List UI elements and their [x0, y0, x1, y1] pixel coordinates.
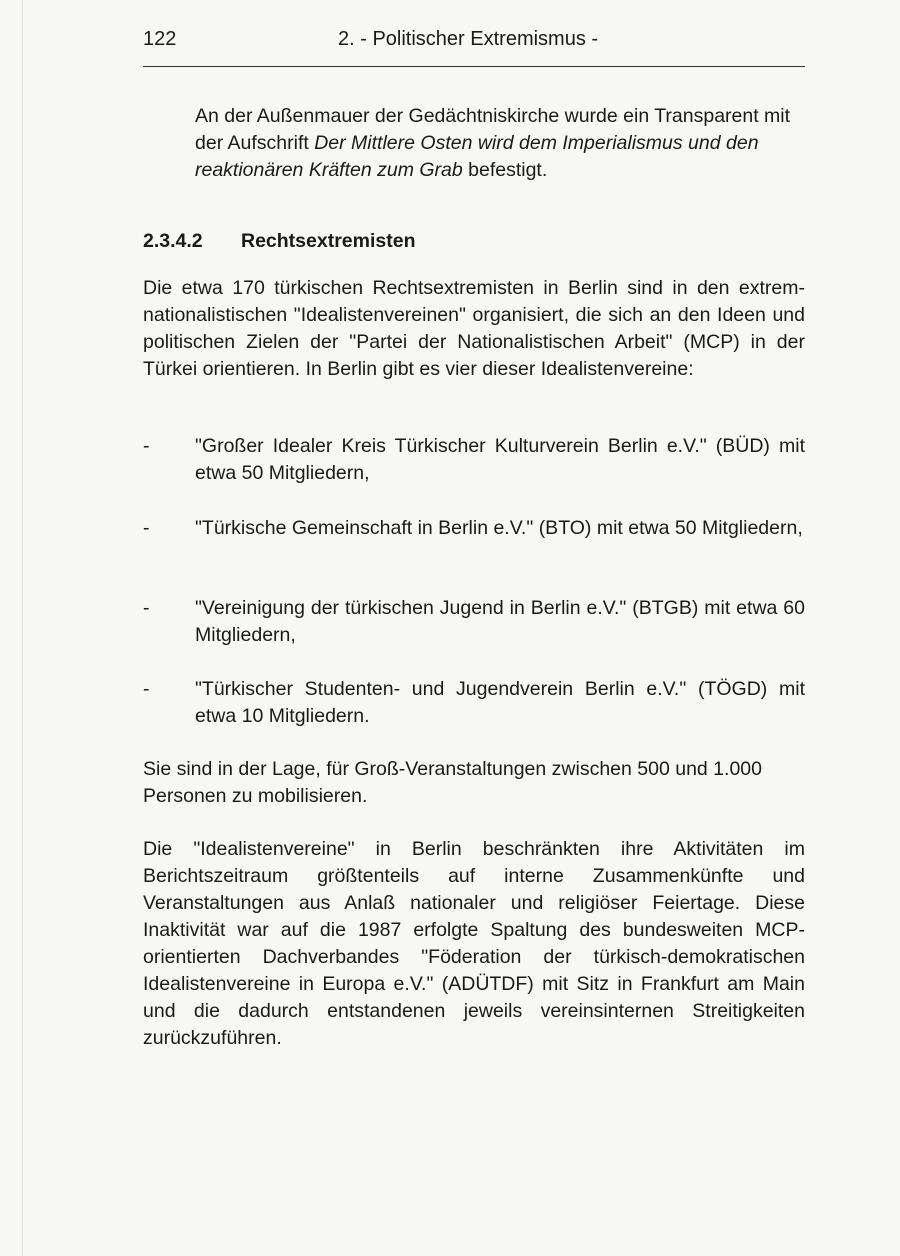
paragraph-3: Die "Idealistenvereine" in Berlin beschränkten ihre Aktivitäten im Berichtszeitraum größtenteils auf interne Zusammenkünfte und Veranstaltungen aus Anlaß nationaler und religiöser Feiertage. Diese Inaktivität war auf die 1987 erfolgte Spaltung des bundesweiten MCP-orientierten Dachverbandes "Föderation der türkisch-demokratischen Idealistenvereine in Europa e.V." (ADÜTDF) mit Sitz in Frankfurt am Main und die dadurch entstandenen jeweils vereinsinternen Streitigkeiten zurückzuführen. [143, 838, 805, 1049]
section-heading [143, 230, 416, 253]
list-dash: - [143, 597, 150, 619]
list-item-text: "Türkische Gemeinschaft in Berlin e.V." (BTO) mit etwa 50 Mitgliedern, [195, 517, 803, 539]
list-dash: - [143, 435, 150, 457]
section-number: 2.3.4.2 [143, 230, 203, 252]
intro-quote: Der Mittlere Osten wird dem Imperialismus und den reaktionären Kräften zum Grab [195, 132, 759, 181]
list-dash: - [143, 517, 150, 539]
section-title: Rechtsextremisten [241, 230, 416, 252]
list-item-text: "Großer Idealer Kreis Türkischer Kulturverein Berlin e.V." (BÜD) mit etwa 50 Mitgliedern, [195, 435, 805, 484]
intro-text-start: An der Außenmauer der Gedächtniskirche wurde ein Transparent mit der Aufschrift [195, 105, 791, 154]
list-item-text: "Vereinigung der türkischen Jugend in Berlin e.V." (BTGB) mit etwa 60 Mitgliedern, [195, 597, 805, 646]
page-number: 122 [143, 28, 177, 50]
scan-edge [22, 0, 23, 1256]
running-title: 2. - Politischer Extremismus - [338, 28, 599, 50]
page-header [143, 28, 805, 58]
intro-paragraph [195, 103, 805, 184]
list-item-text: "Türkischer Studenten- und Jugendverein Berlin e.V." (TÖGD) mit etwa 10 Mitgliedern. [195, 678, 805, 727]
list-dash: - [143, 678, 150, 700]
paragraph-1: Die etwa 170 türkischen Rechtsextremisten in Berlin sind in den extrem-nationalistischen "Idealistenvereinen" organisiert, die sich an den Ideen und politischen Zielen der "Partei der Nationalistischen Arbeit" (MCP) in der Türkei orientieren. In Berlin gibt es vier dieser Idealistenvereine: [143, 277, 805, 380]
paragraph-2: Sie sind in der Lage, für Groß-Veranstaltungen zwischen 500 und 1.000 Personen zu mobilisieren. [143, 758, 762, 807]
intro-text-end: befestigt. [462, 159, 548, 181]
header-rule [143, 66, 805, 67]
